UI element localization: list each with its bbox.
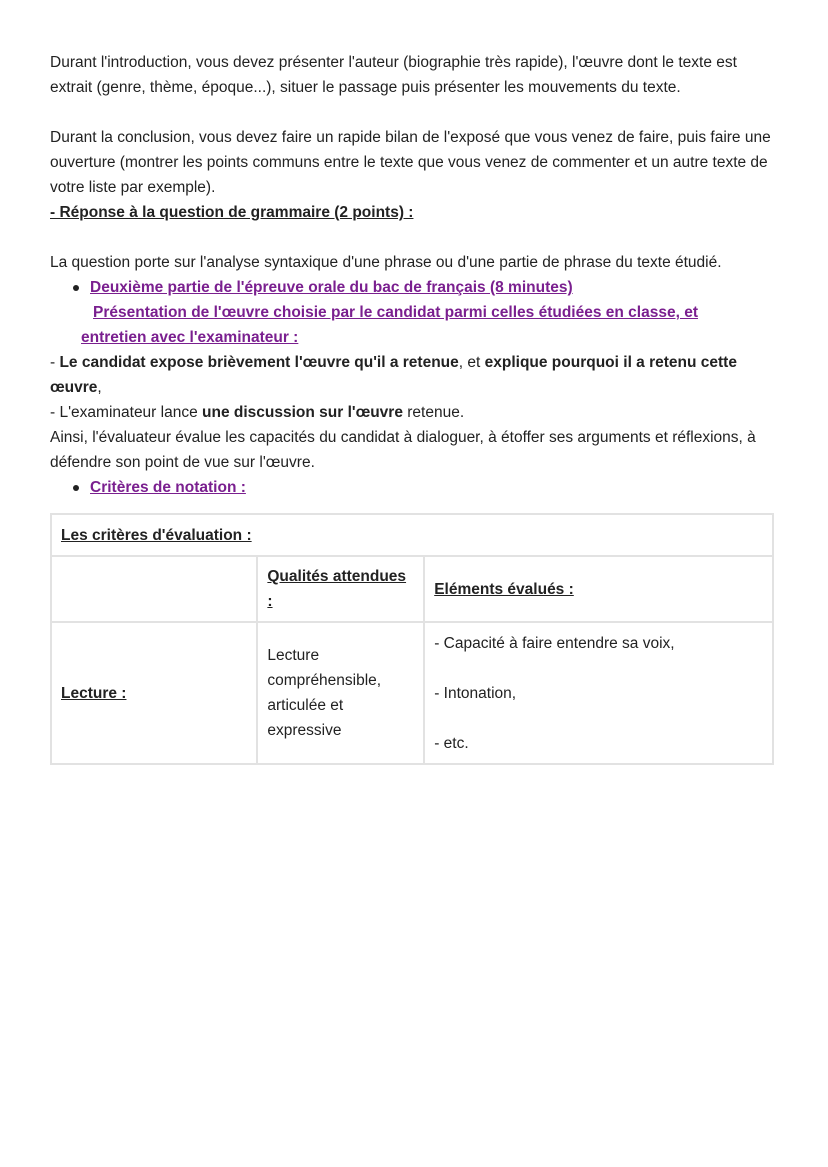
intro-paragraph: Durant l'introduction, vous devez présenter l'auteur (biographie très rapide), l'œuvre dont le texte est extrait (genre, thème, époque...), situer le passage puis présenter les mouvements du texte. <box>50 54 737 96</box>
subtitle-link-2[interactable]: entretien avec l'examinateur : <box>81 329 299 346</box>
element-item: - Capacité à faire entendre sa voix, <box>434 634 675 652</box>
bullet-dot-icon <box>73 485 79 491</box>
subtitle-link-1[interactable]: Présentation de l'œuvre choisie par le candidat parmi celles étudiées en classe, et <box>93 304 698 321</box>
spacer <box>434 656 763 681</box>
evaluation-paragraph: Ainsi, l'évaluateur évalue les capacités du candidat à dialoguer, à étoffer ses arguments et réflexions, à défendre son point de vue sur l'œuvre. <box>50 429 756 471</box>
grammar-paragraph: La question porte sur l'analyse syntaxique d'une phrase ou d'une partie de phrase du texte étudié. <box>50 254 722 271</box>
candidate-explain-bold: explique pourquoi il a retenu cette œuvre <box>50 354 737 396</box>
second-part-link[interactable]: Deuxième partie de l'épreuve orale du bac de français (8 minutes) <box>90 279 573 296</box>
criteria-bullet <box>50 475 774 500</box>
second-part-list <box>50 275 774 300</box>
table-title-cell <box>51 514 773 556</box>
elements-header-cell <box>424 556 773 622</box>
qualites-header: Qualités attendues : <box>267 568 407 610</box>
table-header-row <box>51 556 773 622</box>
elements-header: Eléments évalués : <box>434 580 574 598</box>
table-title: Les critères d'évaluation : <box>61 526 252 544</box>
criteria-table <box>50 513 774 765</box>
candidate-expose-bold: Le candidat expose brièvement l'œuvre qu'il a retenue <box>59 354 459 371</box>
lecture-elements-cell <box>424 622 773 764</box>
grammar-heading: - Réponse à la question de grammaire (2 points) : <box>50 204 414 221</box>
dash: - <box>50 354 60 371</box>
examiner-end: retenue. <box>402 404 465 421</box>
qualites-header-cell <box>257 556 424 622</box>
lecture-qualites-cell <box>257 622 424 764</box>
candidate-line <box>50 350 774 400</box>
empty-header-cell <box>51 556 257 622</box>
table-row <box>51 622 773 764</box>
lecture-label: Lecture : <box>61 684 127 702</box>
second-part-bullet <box>50 275 774 300</box>
candidate-end: , <box>97 379 102 396</box>
second-part-subtitle-line1 <box>50 300 774 325</box>
examiner-line <box>50 400 774 425</box>
criteria-link[interactable]: Critères de notation : <box>90 479 246 496</box>
element-item: - Intonation, <box>434 684 517 702</box>
criteria-list <box>50 475 774 500</box>
examiner-bold: une discussion sur l'œuvre <box>202 404 403 421</box>
spacer <box>434 706 763 731</box>
candidate-mid: , et <box>458 354 485 371</box>
second-part-subtitle-line2 <box>50 325 774 350</box>
examiner-prefix: - L'examinateur lance <box>50 404 203 421</box>
document-page <box>50 50 774 765</box>
conclusion-paragraph: Durant la conclusion, vous devez faire un rapide bilan de l'exposé que vous venez de faire, puis faire une ouverture (montrer les points communs entre le texte que vous venez de commenter et un autre texte de votre liste par exemple). <box>50 129 771 196</box>
bullet-dot-icon <box>73 285 79 291</box>
lecture-qualites: Lecture compréhensible, articulée et expressive <box>267 647 382 739</box>
spacer <box>50 100 774 125</box>
element-item: - etc. <box>434 734 469 752</box>
lecture-label-cell <box>51 622 257 764</box>
spacer <box>50 225 774 250</box>
